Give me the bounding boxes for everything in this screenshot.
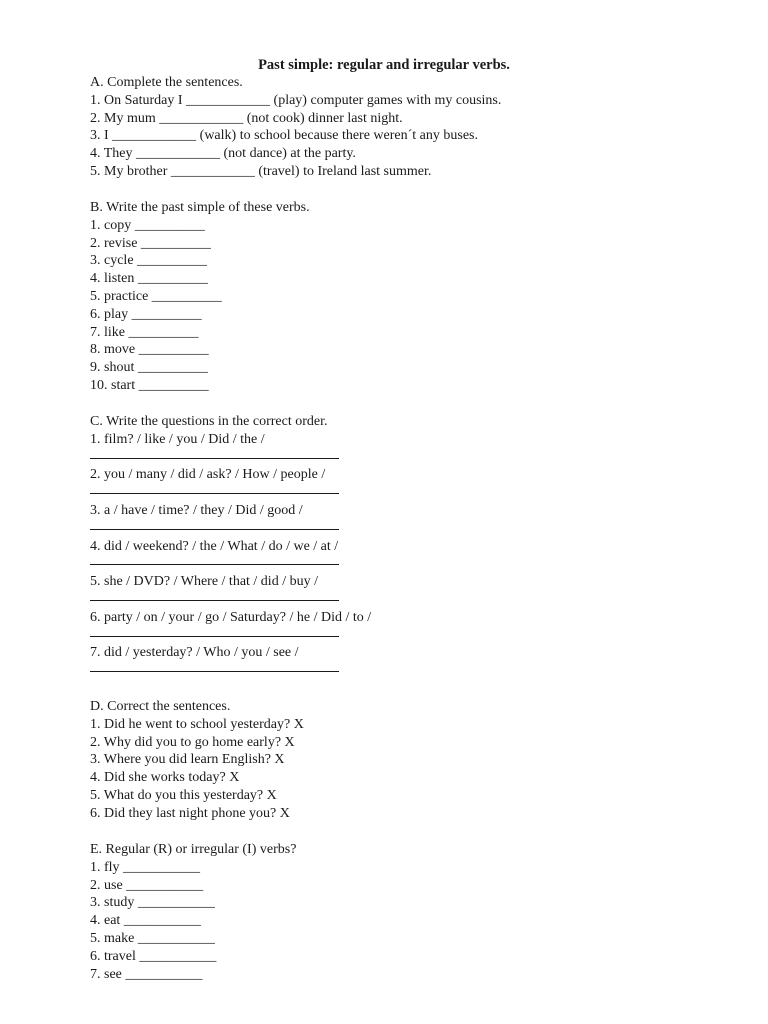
section-d-item: 6. Did they last night phone you? X <box>90 805 290 821</box>
worksheet-title: Past simple: regular and irregular verbs. <box>258 57 510 73</box>
section-e-item: 4. eat ___________ <box>90 913 201 929</box>
section-b-item: 9. shout __________ <box>90 360 208 376</box>
answer-line <box>90 662 371 680</box>
section-b-item: 2. revise __________ <box>90 235 211 251</box>
section-d-item: 2. Why did you to go home early? X <box>90 734 295 750</box>
section-e-heading: E. Regular (R) or irregular (I) verbs? <box>90 842 297 857</box>
section-d-item: 5. What do you this yesterday? X <box>90 787 277 803</box>
section-b-item: 4. listen __________ <box>90 271 208 287</box>
section-a <box>90 74 501 181</box>
section-b-item: 10. start __________ <box>90 377 209 393</box>
section-d-heading: D. Correct the sentences. <box>90 699 231 714</box>
section-a-item: 3. I ____________ (walk) to school because there weren´t any buses. <box>90 128 479 144</box>
section-c-item: 3. a / have / time? / they / Did / good / <box>90 502 303 518</box>
section-c-heading: C. Write the questions in the correct order. <box>90 414 328 429</box>
section-e-item: 1. fly ___________ <box>90 859 201 875</box>
section-d-item: 4. Did she works today? X <box>90 770 240 786</box>
answer-line <box>90 555 371 573</box>
section-d-item: 3. Where you did learn English? X <box>90 752 285 768</box>
section-c-item: 2. you / many / did / ask? / How / people / <box>90 467 326 483</box>
section-c-item: 6. party / on / your / go / Saturday? / he / Did / to / <box>90 609 372 625</box>
section-b-item: 8. move __________ <box>90 342 209 358</box>
section-c-item: 5. she / DVD? / Where / that / did / buy / <box>90 574 318 590</box>
answer-line <box>90 591 371 609</box>
section-e-item: 2. use ___________ <box>90 877 204 893</box>
section-a-item: 5. My brother ____________ (travel) to Ireland last summer. <box>90 163 432 179</box>
answer-line <box>90 520 371 538</box>
section-b <box>90 199 310 395</box>
section-a-heading: A. Complete the sentences. <box>90 75 243 90</box>
answer-line <box>90 449 371 467</box>
section-d <box>90 698 304 823</box>
section-b-item: 5. practice __________ <box>90 288 222 304</box>
section-a-item: 1. On Saturday I ____________ (play) computer games with my cousins. <box>90 92 502 108</box>
answer-line <box>90 627 371 645</box>
section-b-item: 7. like __________ <box>90 324 199 340</box>
section-e <box>90 841 296 983</box>
section-b-item: 6. play __________ <box>90 306 202 322</box>
section-c-item: 4. did / weekend? / the / What / do / we / at / <box>90 538 339 554</box>
section-b-item: 1. copy __________ <box>90 217 205 233</box>
section-a-item: 4. They ____________ (not dance) at the party. <box>90 146 356 162</box>
section-c-item: 7. did / yesterday? / Who / you / see / <box>90 645 299 661</box>
section-e-item: 3. study ___________ <box>90 895 215 911</box>
section-a-item: 2. My mum ____________ (not cook) dinner last night. <box>90 110 403 126</box>
answer-line <box>90 484 371 502</box>
section-d-item: 1. Did he went to school yesterday? X <box>90 716 304 732</box>
section-c <box>90 413 371 680</box>
section-e-item: 7. see ___________ <box>90 966 203 982</box>
section-e-item: 6. travel ___________ <box>90 948 217 964</box>
section-b-item: 3. cycle __________ <box>90 253 208 269</box>
section-e-item: 5. make ___________ <box>90 930 215 946</box>
section-b-heading: B. Write the past simple of these verbs. <box>90 200 310 215</box>
section-c-item: 1. film? / like / you / Did / the / <box>90 431 265 447</box>
